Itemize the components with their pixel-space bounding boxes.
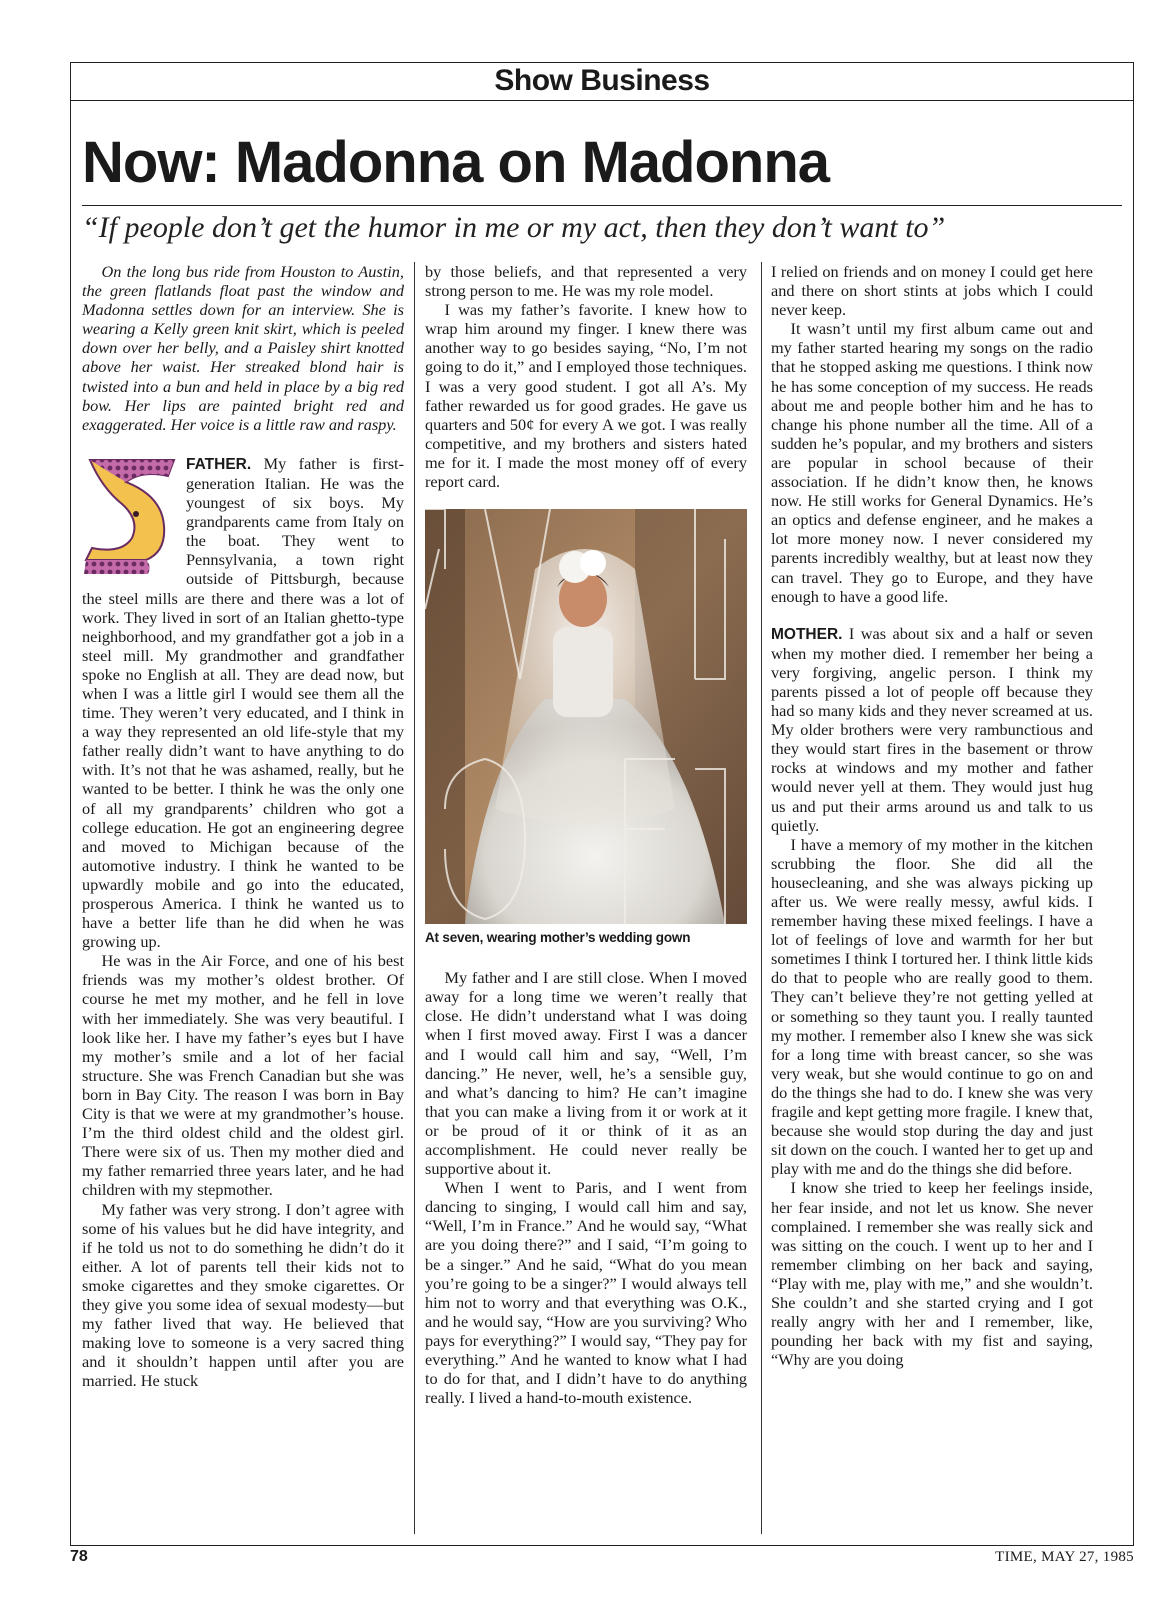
section-title: Show Business (70, 62, 1134, 101)
mother-paragraph-3: I know she tried to keep her feelings inside, her fear inside, and not let us know. She never complained. I remember she was really sick and was sitting on the couch. I went up to her and I remember climbing on her back and saying, “Play with me, play with me,” and she wouldn’t. She couldn’t and she started crying and I got really angry with her and I remember, like, pounding her back with my fist and saying, “Why are you doing (771, 1178, 1093, 1370)
column-rule-2 (761, 262, 762, 1534)
deck-quote: “If people don’t get the humor in me or my act, then they don’t want to” (82, 211, 946, 244)
column-3 (771, 262, 1093, 1534)
father-paragraph-8: It wasn’t until my first album came out and my father started hearing my songs on the radio that he stopped asking me questions. I think now he has some conception of my success. He reads about me and people bother him and he has to change his phone number all the time. All of a sudden he’s popular, and my brothers and sisters are popular in school because of their association. If he didn’t know then, he knows now. He still works for General Dynamics. He’s an optics and defense engineer, and he makes a lot more money now. I never considered my parents incredibly wealthy, but at least now they can travel. They go to Europe, and they have enough to have a good life. (771, 319, 1093, 606)
page-number: 78 (70, 1548, 88, 1565)
father-paragraph-5: My father and I are still close. When I moved away for a long time we weren’t really that close. He didn’t understand what I was doing when I first moved away. First I was a dancer and I would call him and say, “Well, I’m dancing.” He never, well, he’s a sensible guy, and what’s dancing to him? He can’t imagine that you can make a living from it or work at it or be proud of it or think of it as an accomplishment. He could never really be supportive about it. (425, 968, 747, 1179)
column-rule-1 (414, 262, 415, 1534)
mother-paragraph-1: I was about six and a half or seven when my mother died. I remember her being a very forgiving, angelic person. I think my parents pissed a lot of people off because they had so many kids and they never screamed at us. My older brothers were very rambunctious and they would start fires in the basement or throw rocks at windows and my mother and father would never yell at them. They would just hug us and put their arms around us and talk to us quietly. (771, 623, 1093, 835)
father-paragraph-3-continued: by those beliefs, and that represented a very strong person to me. He was my role model. (425, 262, 747, 301)
father-paragraph-4: I was my father’s favorite. I knew how to wrap him around my finger. I knew there was another way to go besides saying, “No, I’m not going to do it,” and I employed those techniques. I was a very good student. I got all A’s. My father rewarded us for good grades. He gave us quarters and 50¢ for every A we got. I was really competitive, and my brothers and sisters hated me for it. I made the most money off of every report card. (425, 300, 747, 492)
father-paragraph-6: When I went to Paris, and I went from dancing to singing, I would call him and say, “Well, I’m in France.” And he would say, “What are you doing there?” and I said, “I’m going to be a singer.” And he said, “What do you mean you’re going to be a singer?” I would always tell him not to worry and that everything was O.K., and he would say, “How are you surviving? Who pays for everything?” I would say, “They pay for everything.” And he wanted to know what I had to do for that, and I didn’t have to do anything really. I lived a hand-to-mouth existence. (425, 1178, 747, 1408)
father-paragraph-2: He was in the Air Force, and one of his best friends was my mother’s oldest brother. Of course he met my mother, and he fell in love with her immediately. She was very beautiful. I look like her. I have my father’s eyes but I have my mother’s smile and a lot of her facial structure. She was French Canadian but she was born in Bay City. The reason I was born in Bay City is that we were at my grandmother’s house. I’m the third oldest child and the oldest girl. There were six of us. Then my mother died and my father remarried three years later, and he had children with my stepmother. (82, 951, 404, 1200)
father-paragraph-3: My father was very strong. I don’t agree with some of his values but he did have integrity, and if he told us not to do something he didn’t do it either. A lot of parents tell their kids not to smoke cigarettes and they smoke cigarettes. Or they give you some idea of sexual modesty—but my father lived that way. He believed that making love to someone is a very sacred thing and it shouldn’t happen until after you are married. He stuck (82, 1199, 404, 1391)
column-2 (425, 262, 747, 1534)
photo-image (425, 509, 747, 924)
headline-rule (82, 205, 1122, 206)
headline: Now: Madonna on Madonna (82, 130, 830, 195)
column-1 (82, 262, 404, 1534)
father-paragraph-1: My father is first-generation Italian. He was the youngest of six boys. My grandparents came from Italy on the boat. They went to Pennsylvania, a town right outside of Pittsburgh, because the steel mills are there and there was a lot of work. They lived in sort of an Italian ghetto-type neighborhood, and my grandfather got a job in a steel mill. My grandmother and grandfather spoke no English at all. They are dead now, but when I was a little girl I would see them all the time. They weren’t very educated, and I think in a way they represented an old life-style that my father really didn’t want to have anything to do with. It’s not that he was ashamed, really, but he wanted to be better. I think he was the only one of all my grandparents’ children who got a college education. He got an engineering degree and moved to Michigan because of the automotive industry. I think he wanted to be upwardly mobile and go into the educated, prosperous America. I think he wanted us to have a better life than he did when he was growing up. (82, 453, 404, 952)
mother-lead: MOTHER. (771, 625, 843, 643)
wedding-gown-photo (425, 509, 747, 924)
father-paragraph-7: I relied on friends and on money I could get here and there on short stints at jobs which I could never keep. (771, 262, 1093, 320)
mother-paragraph-2: I have a memory of my mother in the kitchen scrubbing the floor. She did all the housecleaning, and she was always picking up after us. We were really messy, awful kids. I remember having these mixed feelings. I have a lot of feelings of love and warmth for her but sometimes I think I tortured her. I think little kids do that to people who are really good to them. They can’t believe they’re not getting yelled at or something so they taunt you. I really taunted my mother. I remember also I knew she was sick for a long time with breast cancer, so she was very weak, but she would continue to go on and do the things she had to do. I knew she was very fragile and kept getting more fragile. I knew that, because she would stop during the day and just sit down on the couch. I wanted her to get up and play with me and do the things she did before. (771, 834, 1093, 1179)
drop-cap-illustration (82, 456, 180, 578)
photo-caption: At seven, wearing mother’s wedding gown (425, 930, 691, 946)
issue-date: TIME, MAY 27, 1985 (995, 1549, 1134, 1565)
intro-paragraph: On the long bus ride from Houston to Austin, the green flatlands float past the window and Madonna settles down for an interview. She is wearing a Kelly green knit skirt, which is peeled down over her belly, and a Paisley shirt knotted above her waist. Her streaked blond hair is twisted into a bun and held in place by a big red bow. Her lips are painted bright red and exaggerated. Her voice is a little raw and raspy. (82, 262, 404, 434)
father-lead: FATHER. (186, 455, 252, 473)
